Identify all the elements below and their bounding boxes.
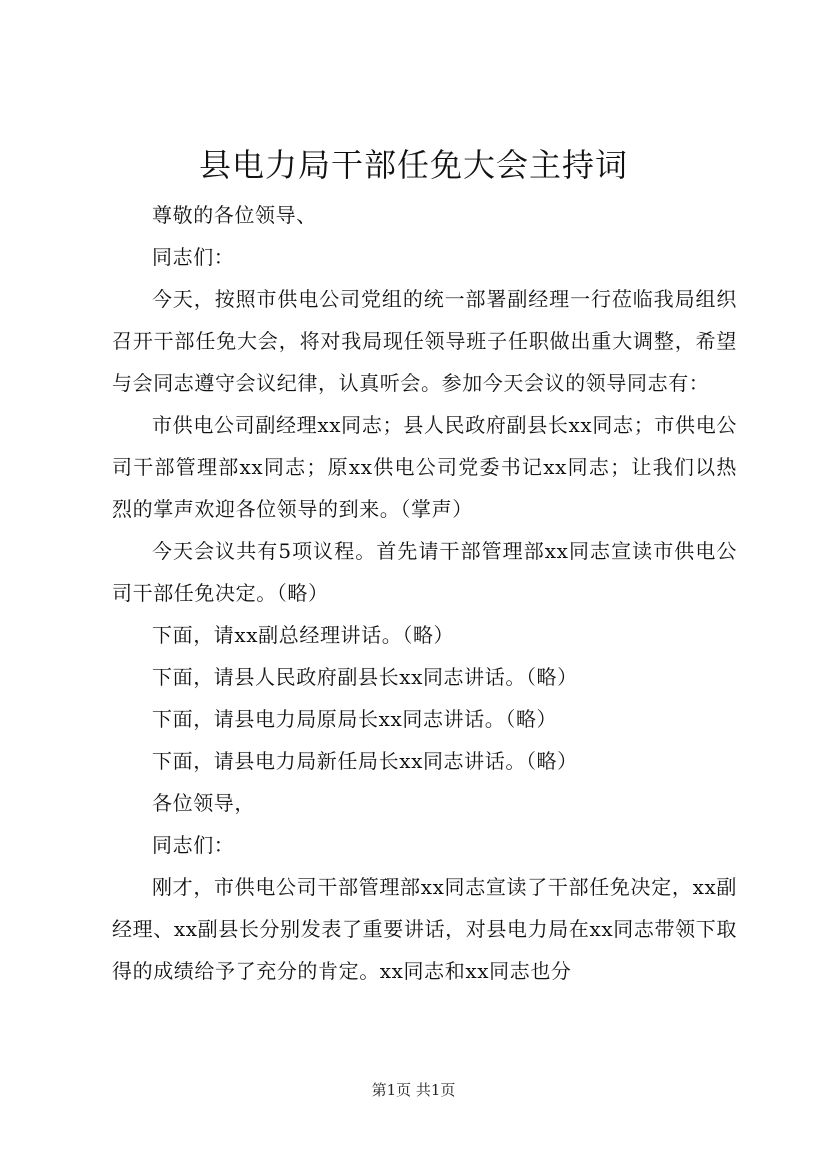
paragraph-agenda: 今天会议共有5项议程。首先请干部管理部xx同志宣读市供电公司干部任免决定。（略） — [112, 539, 737, 605]
paragraph-speech-3: 下面，请县电力局原局长xx同志讲话。（略） — [152, 707, 558, 731]
paragraph-closing-comrades: 同志们： — [152, 833, 235, 857]
paragraph-closing-salutation: 各位领导， — [152, 791, 255, 815]
paragraph-salutation: 尊敬的各位领导、 — [152, 203, 317, 227]
paragraph-opening: 今天，按照市供电公司党组的统一部署副经理一行莅临我局组织召开干部任免大会，将对我局现任领导班子任职做出重大调整，希望与会同志遵守会议纪律，认真听会。参加今天会议的领导同志有： — [112, 287, 737, 395]
paragraph-speech-4: 下面，请县电力局新任局长xx同志讲话。（略） — [152, 749, 578, 773]
document-body — [112, 194, 737, 992]
paragraph-summary: 刚才，市供电公司干部管理部xx同志宣读了干部任免决定，xx副经理、xx副县长分别发表了重要讲话，对县电力局在xx同志带领下取得的成绩给予了充分的肯定。xx同志和xx同志也分 — [112, 875, 737, 983]
paragraph-attendees: 市供电公司副经理xx同志；县人民政府副县长xx同志；市供电公司干部管理部xx同志；原xx供电公司党委书记xx同志；让我们以热烈的掌声欢迎各位领导的到来。（掌声） — [112, 413, 737, 521]
paragraph-speech-2: 下面，请县人民政府副县长xx同志讲话。（略） — [152, 665, 578, 689]
paragraph-speech-1: 下面，请xx副总经理讲话。（略） — [152, 623, 455, 647]
page-number-footer: 第1页 共1页 — [371, 1081, 456, 1099]
paragraph-salutation-comrades: 同志们： — [152, 245, 235, 269]
document-title: 县电力局干部任免大会主持词 — [198, 146, 628, 184]
